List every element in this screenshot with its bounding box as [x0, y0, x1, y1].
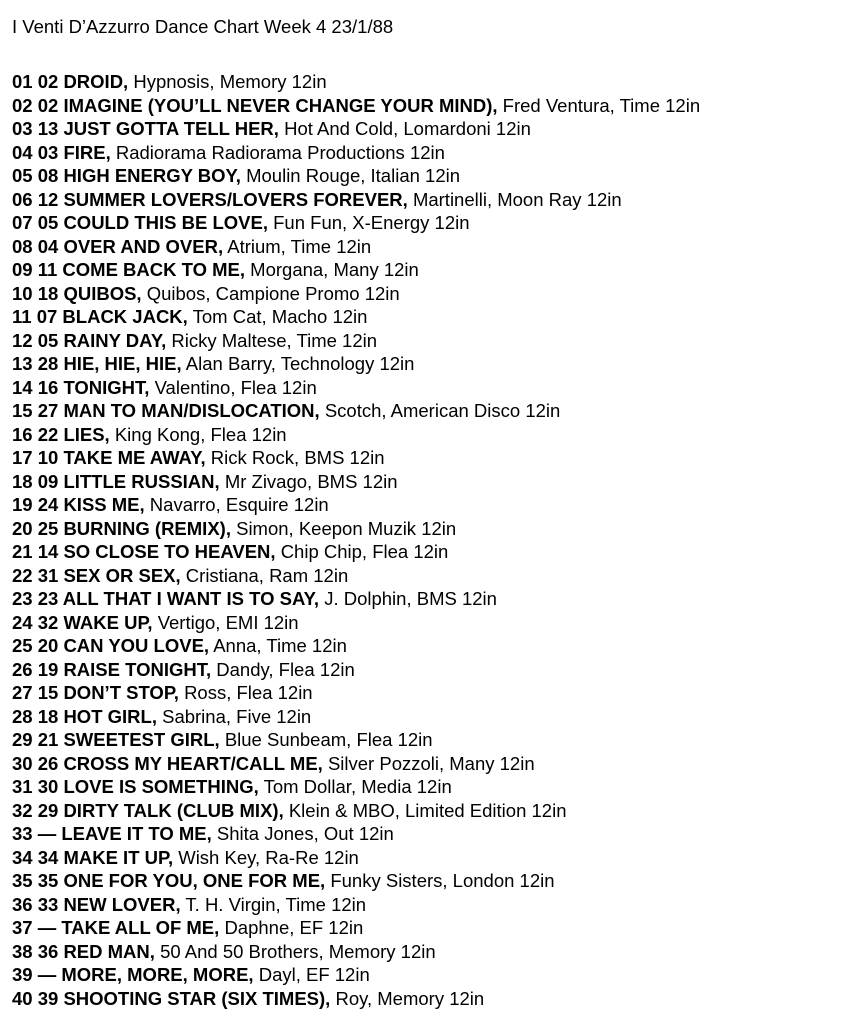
entry-artist-label: Morgana, Many 12in — [250, 259, 419, 280]
entry-artist-label: Fun Fun, X-Energy 12in — [273, 212, 470, 233]
entry-position: 04 — [12, 141, 33, 163]
entry-song-title: MAN TO MAN/DISLOCATION, — [63, 400, 320, 421]
chart-entry — [12, 916, 700, 940]
entry-position: 31 — [12, 776, 33, 797]
entry-heading — [12, 753, 323, 774]
entry-artist-label: Tom Dollar, Media 12in — [263, 776, 452, 797]
entry-song-title: WAKE UP, — [63, 611, 153, 633]
entry-position: 02 — [12, 94, 33, 116]
entry-song-title: FIRE, — [63, 141, 111, 163]
chart-entry — [12, 517, 700, 541]
entry-previous-position: 16 — [37, 376, 59, 398]
entry-heading — [12, 212, 268, 233]
entry-song-title: TONIGHT, — [63, 376, 150, 398]
entry-position: 34 — [12, 846, 33, 868]
entry-artist-label: T. H. Virgin, Time 12in — [185, 893, 367, 915]
entry-heading — [12, 189, 408, 210]
entry-song-title: OVER AND OVER, — [63, 235, 224, 257]
entry-heading — [12, 706, 157, 727]
entry-song-title: CROSS MY HEART/CALL ME, — [63, 752, 323, 774]
entry-song-title: BLACK JACK, — [62, 306, 188, 327]
chart-list — [12, 70, 700, 1010]
entry-position: 12 — [12, 329, 33, 351]
chart-entry — [12, 235, 700, 259]
entry-artist-label: Atrium, Time 12in — [227, 235, 372, 257]
entry-heading — [12, 729, 220, 750]
entry-position: 40 — [12, 987, 33, 1009]
entry-song-title: LEAVE IT TO ME, — [61, 823, 212, 844]
chart-entry — [12, 188, 700, 212]
entry-position: 39 — [12, 964, 33, 985]
chart-entry — [12, 705, 700, 729]
entry-artist-label: Rick Rock, BMS 12in — [210, 447, 385, 468]
entry-artist-label: Quibos, Campione Promo 12in — [146, 282, 400, 304]
chart-entry — [12, 799, 700, 823]
entry-previous-position: 24 — [37, 494, 59, 515]
entry-song-title: SHOOTING STAR (SIX TIMES), — [63, 987, 331, 1009]
entry-artist-label: Klein & MBO, Limited Edition 12in — [288, 799, 567, 821]
entry-heading — [12, 776, 259, 797]
entry-previous-position: 21 — [37, 729, 59, 750]
entry-song-title: QUIBOS, — [63, 282, 142, 304]
entry-previous-position: 15 — [37, 682, 59, 703]
chart-entry — [12, 752, 700, 776]
entry-artist-label: Ross, Flea 12in — [184, 682, 313, 703]
entry-position: 16 — [12, 423, 33, 445]
chart-entry — [12, 470, 700, 494]
chart-entry — [12, 305, 700, 329]
entry-previous-position: 36 — [37, 940, 59, 962]
entry-position: 17 — [12, 447, 33, 468]
entry-song-title: ONE FOR YOU, ONE FOR ME, — [63, 870, 326, 891]
entry-song-title: IMAGINE (YOU’LL NEVER CHANGE YOUR MIND), — [63, 94, 498, 116]
entry-position: 25 — [12, 635, 33, 656]
chart-entry — [12, 658, 700, 682]
entry-previous-position: — — [37, 964, 57, 985]
entry-position: 27 — [12, 682, 33, 703]
entry-artist-label: Hot And Cold, Lomardoni 12in — [284, 118, 531, 139]
entry-heading — [12, 283, 142, 304]
entry-previous-position: 20 — [37, 635, 59, 656]
entry-position: 24 — [12, 611, 33, 633]
entry-heading — [12, 635, 209, 656]
entry-song-title: CAN YOU LOVE, — [63, 635, 210, 656]
entry-heading — [12, 165, 241, 186]
entry-previous-position: 04 — [37, 235, 59, 257]
chart-entry — [12, 282, 700, 306]
chart-entry — [12, 211, 700, 235]
entry-heading — [12, 917, 219, 938]
entry-heading — [12, 118, 279, 139]
entry-song-title: LOVE IS SOMETHING, — [63, 776, 259, 797]
entry-heading — [12, 400, 320, 421]
entry-position: 32 — [12, 799, 33, 821]
entry-song-title: KISS ME, — [63, 494, 145, 515]
entry-song-title: LIES, — [63, 423, 110, 445]
chart-entry — [12, 893, 700, 917]
entry-artist-label: Vertigo, EMI 12in — [157, 611, 299, 633]
entry-artist-label: Hypnosis, Memory 12in — [133, 71, 327, 92]
entry-previous-position: 28 — [37, 353, 59, 374]
entry-artist-label: Alan Barry, Technology 12in — [185, 353, 415, 374]
entry-position: 30 — [12, 752, 33, 774]
entry-position: 09 — [12, 259, 33, 280]
entry-heading — [12, 236, 223, 257]
entry-song-title: RAINY DAY, — [63, 329, 167, 351]
chart-entry — [12, 352, 700, 376]
entry-heading — [12, 988, 330, 1009]
entry-position: 05 — [12, 165, 33, 186]
entry-position: 06 — [12, 188, 33, 210]
entry-heading — [12, 800, 284, 821]
entry-previous-position: 18 — [37, 282, 59, 304]
entry-previous-position: 02 — [37, 94, 59, 116]
chart-entry — [12, 164, 700, 188]
entry-previous-position: 13 — [37, 118, 59, 139]
entry-artist-label: Funky Sisters, London 12in — [330, 870, 555, 891]
entry-position: 20 — [12, 517, 33, 539]
entry-artist-label: Shita Jones, Out 12in — [216, 823, 394, 844]
entry-heading — [12, 941, 155, 962]
chart-entry — [12, 775, 700, 799]
entry-artist-label: Cristiana, Ram 12in — [185, 564, 349, 586]
entry-artist-label: Valentino, Flea 12in — [154, 376, 317, 398]
chart-entry — [12, 940, 700, 964]
entry-song-title: DROID, — [63, 71, 129, 92]
entry-previous-position: 14 — [37, 541, 59, 562]
entry-heading — [12, 612, 153, 633]
entry-previous-position: 19 — [37, 658, 59, 680]
entry-previous-position: 35 — [37, 870, 59, 891]
entry-position: 28 — [12, 705, 33, 727]
entry-previous-position: 18 — [37, 705, 59, 727]
entry-song-title: RED MAN, — [63, 940, 155, 962]
entry-artist-label: Ricky Maltese, Time 12in — [171, 329, 378, 351]
entry-position: 35 — [12, 870, 33, 891]
entry-position: 36 — [12, 893, 33, 915]
entry-heading — [12, 259, 245, 280]
entry-heading — [12, 494, 145, 515]
entry-heading — [12, 471, 220, 492]
entry-previous-position: 03 — [37, 141, 59, 163]
chart-entry — [12, 329, 700, 353]
entry-song-title: MAKE IT UP, — [63, 846, 174, 868]
entry-position: 10 — [12, 282, 33, 304]
chart-entry — [12, 822, 700, 846]
entry-song-title: MORE, MORE, MORE, — [61, 964, 254, 985]
chart-entry — [12, 376, 700, 400]
entry-previous-position: 30 — [37, 776, 59, 797]
entry-position: 03 — [12, 118, 33, 139]
entry-position: 13 — [12, 353, 33, 374]
entry-artist-label: Tom Cat, Macho 12in — [192, 306, 368, 327]
entry-position: 21 — [12, 541, 33, 562]
entry-heading — [12, 588, 319, 609]
chart-entry — [12, 423, 700, 447]
entry-previous-position: 22 — [37, 423, 59, 445]
entry-artist-label: King Kong, Flea 12in — [114, 423, 287, 445]
entry-heading — [12, 847, 173, 868]
entry-heading — [12, 447, 206, 468]
chart-entry — [12, 963, 700, 987]
entry-position: 33 — [12, 823, 33, 844]
entry-position: 19 — [12, 494, 33, 515]
entry-position: 37 — [12, 917, 33, 938]
chart-entry — [12, 681, 700, 705]
entry-heading — [12, 682, 179, 703]
entry-previous-position: 23 — [37, 588, 59, 609]
entry-heading — [12, 377, 149, 398]
entry-previous-position: 26 — [37, 752, 59, 774]
entry-song-title: SO CLOSE TO HEAVEN, — [63, 541, 276, 562]
entry-song-title: DIRTY TALK (CLUB MIX), — [63, 799, 284, 821]
chart-entry — [12, 987, 700, 1011]
entry-heading — [12, 353, 182, 374]
entry-heading — [12, 95, 498, 116]
entry-song-title: NEW LOVER, — [63, 893, 181, 915]
entry-artist-label: Simon, Keepon Muzik 12in — [236, 517, 457, 539]
entry-previous-position: 10 — [37, 447, 59, 468]
entry-song-title: SUMMER LOVERS/LOVERS FOREVER, — [63, 188, 408, 210]
chart-entry — [12, 564, 700, 588]
entry-previous-position: 39 — [37, 987, 59, 1009]
entry-song-title: LITTLE RUSSIAN, — [63, 470, 220, 492]
entry-heading — [12, 870, 325, 891]
chart-entry — [12, 141, 700, 165]
entry-artist-label: Chip Chip, Flea 12in — [280, 541, 449, 562]
entry-position: 15 — [12, 400, 33, 421]
entry-artist-label: Dandy, Flea 12in — [216, 658, 355, 680]
entry-previous-position: 25 — [37, 517, 59, 539]
entry-previous-position: 11 — [37, 259, 58, 280]
chart-entry — [12, 493, 700, 517]
entry-previous-position: 29 — [37, 799, 59, 821]
entry-previous-position: 05 — [37, 329, 59, 351]
entry-song-title: TAKE ALL OF ME, — [61, 917, 220, 938]
chart-entry — [12, 258, 700, 282]
entry-position: 18 — [12, 470, 33, 492]
chart-entry — [12, 611, 700, 635]
entry-artist-label: Scotch, American Disco 12in — [324, 400, 561, 421]
entry-heading — [12, 424, 110, 445]
entry-position: 08 — [12, 235, 33, 257]
entry-artist-label: Radiorama Radiorama Productions 12in — [115, 141, 445, 163]
chart-entry — [12, 70, 700, 94]
entry-song-title: HIE, HIE, HIE, — [63, 353, 182, 374]
entry-artist-label: Anna, Time 12in — [213, 635, 347, 656]
entry-artist-label: Fred Ventura, Time 12in — [502, 94, 701, 116]
entry-position: 11 — [12, 306, 32, 327]
entry-position: 26 — [12, 658, 33, 680]
entry-position: 29 — [12, 729, 33, 750]
entry-artist-label: Daphne, EF 12in — [224, 917, 364, 938]
entry-song-title: ALL THAT I WANT IS TO SAY, — [62, 588, 320, 609]
chart-entry — [12, 446, 700, 470]
entry-position: 23 — [12, 588, 33, 609]
chart-entry — [12, 540, 700, 564]
entry-song-title: SWEETEST GIRL, — [63, 729, 220, 750]
entry-previous-position: — — [37, 823, 57, 844]
entry-heading — [12, 964, 254, 985]
entry-previous-position: 09 — [37, 470, 59, 492]
entry-artist-label: Silver Pozzoli, Many 12in — [327, 752, 535, 774]
entry-previous-position: 34 — [37, 846, 59, 868]
entry-artist-label: Wish Key, Ra-Re 12in — [178, 846, 359, 868]
chart-entry — [12, 846, 700, 870]
entry-song-title: HIGH ENERGY BOY, — [63, 165, 241, 186]
entry-song-title: RAISE TONIGHT, — [63, 658, 212, 680]
chart-entry — [12, 869, 700, 893]
entry-heading — [12, 518, 231, 539]
entry-song-title: COME BACK TO ME, — [62, 259, 246, 280]
entry-song-title: DON’T STOP, — [63, 682, 179, 703]
entry-previous-position: 02 — [37, 71, 59, 92]
entry-artist-label: Blue Sunbeam, Flea 12in — [224, 729, 433, 750]
entry-heading — [12, 565, 181, 586]
chart-entry — [12, 587, 700, 611]
entry-previous-position: 05 — [37, 212, 59, 233]
entry-heading — [12, 541, 276, 562]
entry-position: 38 — [12, 940, 33, 962]
entry-heading — [12, 71, 128, 92]
entry-previous-position: 12 — [37, 188, 59, 210]
entry-heading — [12, 142, 111, 163]
entry-song-title: SEX OR SEX, — [63, 564, 181, 586]
entry-position: 22 — [12, 564, 33, 586]
entry-song-title: HOT GIRL, — [63, 705, 157, 727]
entry-artist-label: 50 And 50 Brothers, Memory 12in — [160, 940, 436, 962]
entry-artist-label: Navarro, Esquire 12in — [149, 494, 329, 515]
entry-previous-position: 27 — [37, 400, 59, 421]
chart-entry — [12, 634, 700, 658]
entry-song-title: COULD THIS BE LOVE, — [63, 212, 268, 233]
entry-heading — [12, 823, 212, 844]
entry-artist-label: Dayl, EF 12in — [258, 964, 370, 985]
entry-artist-label: Martinelli, Moon Ray 12in — [412, 188, 622, 210]
entry-song-title: JUST GOTTA TELL HER, — [63, 118, 279, 139]
entry-previous-position: 08 — [37, 165, 59, 186]
entry-previous-position: — — [37, 917, 57, 938]
entry-artist-label: J. Dolphin, BMS 12in — [324, 588, 497, 609]
entry-artist-label: Sabrina, Five 12in — [162, 705, 312, 727]
entry-heading — [12, 306, 188, 327]
entry-song-title: TAKE ME AWAY, — [63, 447, 206, 468]
entry-artist-label: Roy, Memory 12in — [335, 987, 485, 1009]
entry-artist-label: Mr Zivago, BMS 12in — [224, 470, 398, 492]
entry-previous-position: 07 — [36, 306, 58, 327]
chart-entry — [12, 399, 700, 423]
entry-position: 14 — [12, 376, 33, 398]
entry-position: 07 — [12, 212, 33, 233]
entry-previous-position: 33 — [37, 893, 59, 915]
entry-artist-label: Moulin Rouge, Italian 12in — [246, 165, 461, 186]
entry-previous-position: 32 — [37, 611, 59, 633]
entry-song-title: BURNING (REMIX), — [63, 517, 231, 539]
chart-entry — [12, 94, 700, 118]
entry-heading — [12, 330, 166, 351]
page-title: I Venti D’Azzurro Dance Chart Week 4 23/1/88 — [12, 16, 394, 37]
entry-heading — [12, 894, 181, 915]
entry-heading — [12, 659, 211, 680]
entry-previous-position: 31 — [37, 564, 59, 586]
entry-position: 01 — [12, 71, 33, 92]
chart-entry — [12, 117, 700, 141]
chart-entry — [12, 728, 700, 752]
